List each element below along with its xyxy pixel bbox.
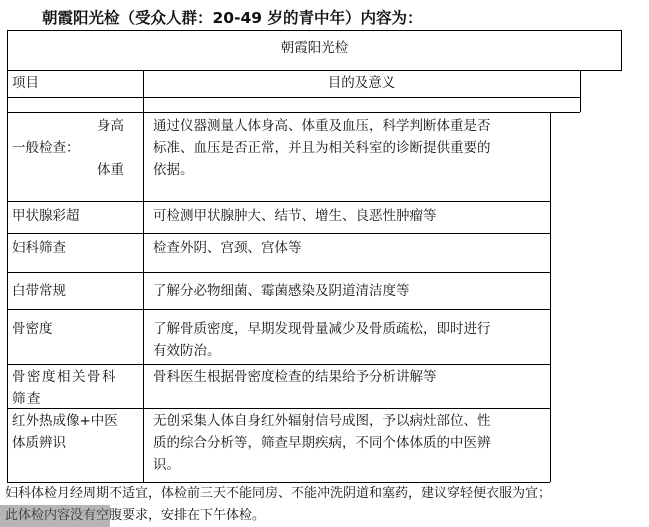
row-item-weight: 体重	[97, 162, 124, 178]
row-item-general-check: 一般检查：	[12, 140, 80, 156]
grid-line	[7, 70, 622, 71]
table-caption-frame	[7, 30, 622, 70]
watermark-overlay	[0, 505, 110, 527]
grid-line	[7, 112, 580, 113]
column-header-item: 项目	[12, 75, 39, 91]
row-desc: 骨科医生根据骨密度检查的结果给予分析讲解等	[153, 369, 437, 385]
row-item-height: 身高	[97, 118, 124, 134]
row-desc: 检查外阴、宫颈、宫体等	[153, 240, 302, 256]
table-caption: 朝霞阳光检	[280, 40, 349, 56]
row-item: 骨密度	[12, 321, 53, 337]
note-line: 此体检内容没有空腹要求，安排在下午体检。	[5, 508, 266, 523]
grid-line	[7, 309, 550, 310]
grid-line	[580, 70, 581, 112]
grid-line	[7, 97, 580, 98]
row-item: 白带常规	[12, 283, 66, 299]
row-desc: 了解分必物细菌、霉菌感染及阴道清洁度等	[153, 283, 410, 299]
grid-line	[7, 233, 550, 234]
grid-line	[7, 364, 550, 365]
note-line: 妇科体检月经周期不适宜，体检前三天不能同房、不能冲洗阴道和塞药，建议穿轻便衣服为宜；	[5, 486, 552, 501]
column-header-purpose: 目的及意义	[327, 75, 396, 91]
row-item: 妇科筛查	[12, 240, 66, 256]
row-desc: 可检测甲状腺肿大、结节、增生、良恶性肿瘤等	[153, 208, 437, 224]
grid-line	[7, 201, 550, 202]
grid-line	[621, 30, 622, 70]
grid-line	[143, 70, 144, 482]
row-item: 骨密度相关骨科 筛查	[12, 369, 117, 407]
row-desc: 无创采集人体自身红外辐射信号成图，予以病灶部位、性 质的综合分析等，筛查早期疾病，不同个体体质的中医辨 识。	[153, 413, 491, 473]
grid-line	[7, 272, 550, 273]
row-desc: 通过仪器测量人体身高、体重及血压，科学判断体重是否 标准、血压是否正常，并且为相关科室的诊断提供重要的 依据。	[153, 118, 491, 178]
row-item: 甲状腺彩超	[12, 208, 80, 224]
grid-line	[7, 70, 8, 482]
row-desc: 了解骨质密度，早期发现骨量减少及骨质疏松，即时进行 有效防治。	[153, 321, 491, 359]
page-heading: 朝霞阳光检（受众人群：20-49 岁的青中年）内容为：	[42, 9, 423, 27]
row-item: 红外热成像+中医 体质辨识	[12, 413, 118, 451]
